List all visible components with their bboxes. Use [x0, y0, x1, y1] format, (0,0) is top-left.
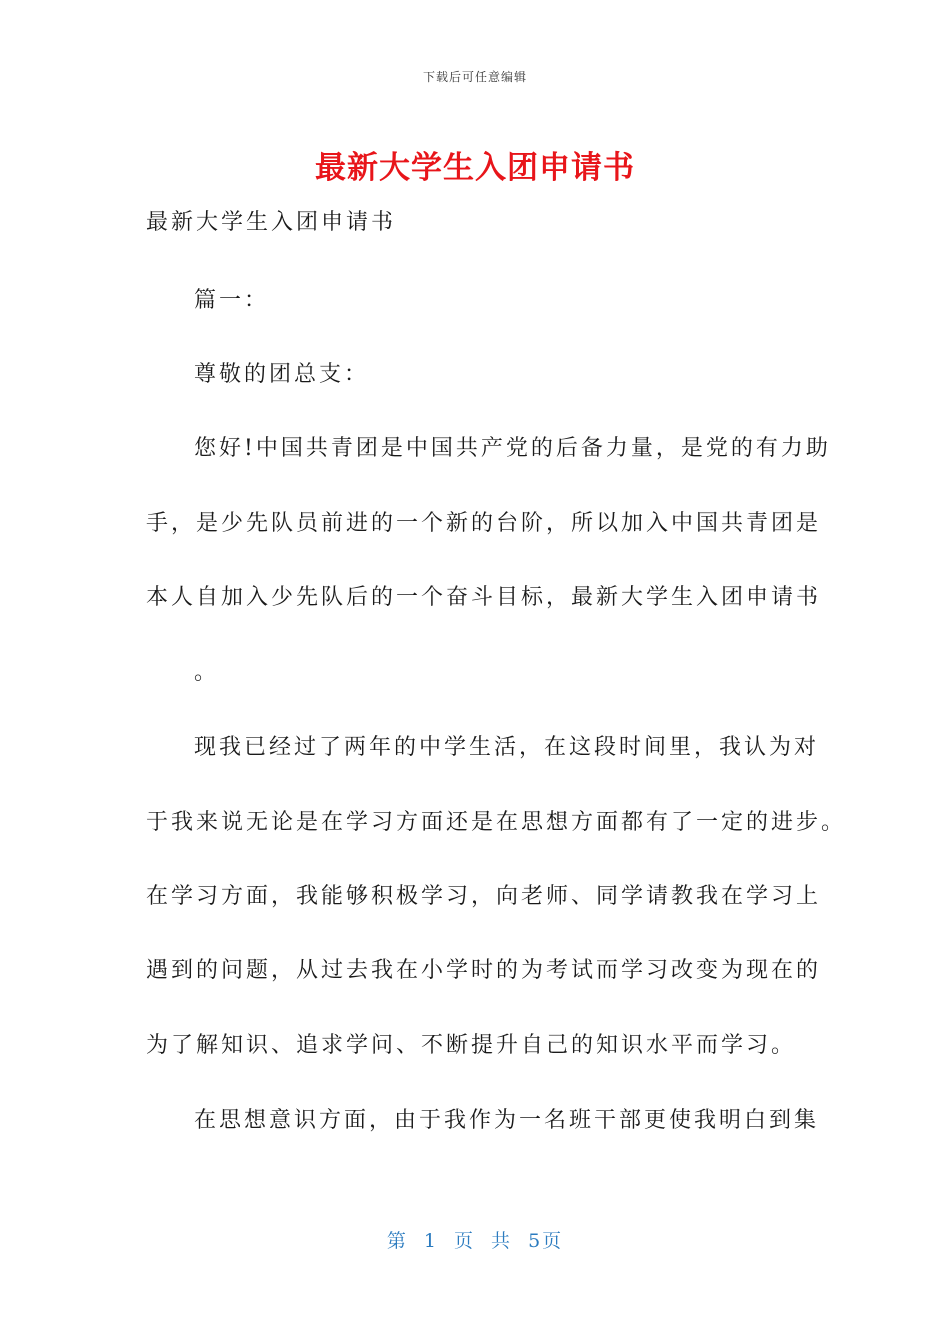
- body-line: 在思想意识方面，由于我作为一名班干部更使我明白到集: [194, 1108, 820, 1133]
- body-line: 本人自加入少先队后的一个奋斗目标，最新大学生入团申请书: [146, 585, 822, 610]
- body-line: 您好!中国共青团是中国共产党的后备力量，是党的有力助: [194, 436, 831, 461]
- body-line: 尊敬的团总支：: [194, 362, 370, 387]
- body-line: 篇一：: [194, 288, 270, 313]
- body-line: 于我来说无论是在学习方面还是在思想方面都有了一定的进步。: [146, 810, 847, 835]
- body-line: 在学习方面，我能够积极学习，向老师、同学请教我在学习上: [146, 884, 822, 909]
- body-line: 为了解知识、追求学问、不断提升自己的知识水平而学习。: [146, 1033, 797, 1058]
- body-line: 手，是少先队员前进的一个新的台阶，所以加入中国共青团是: [146, 511, 822, 536]
- body-line: 。: [194, 660, 220, 685]
- page-indicator: 第 1 页 共 5页: [386, 1230, 564, 1252]
- document-title: 最新大学生入团申请书: [315, 150, 635, 186]
- body-line: 遇到的问题，从过去我在小学时的为考试而学习改变为现在的: [146, 958, 822, 983]
- header-note: 下载后可任意编辑: [422, 70, 527, 84]
- body-line: 最新大学生入团申请书: [146, 210, 397, 235]
- body-line: 现我已经过了两年的中学生活，在这段时间里，我认为对: [194, 735, 820, 760]
